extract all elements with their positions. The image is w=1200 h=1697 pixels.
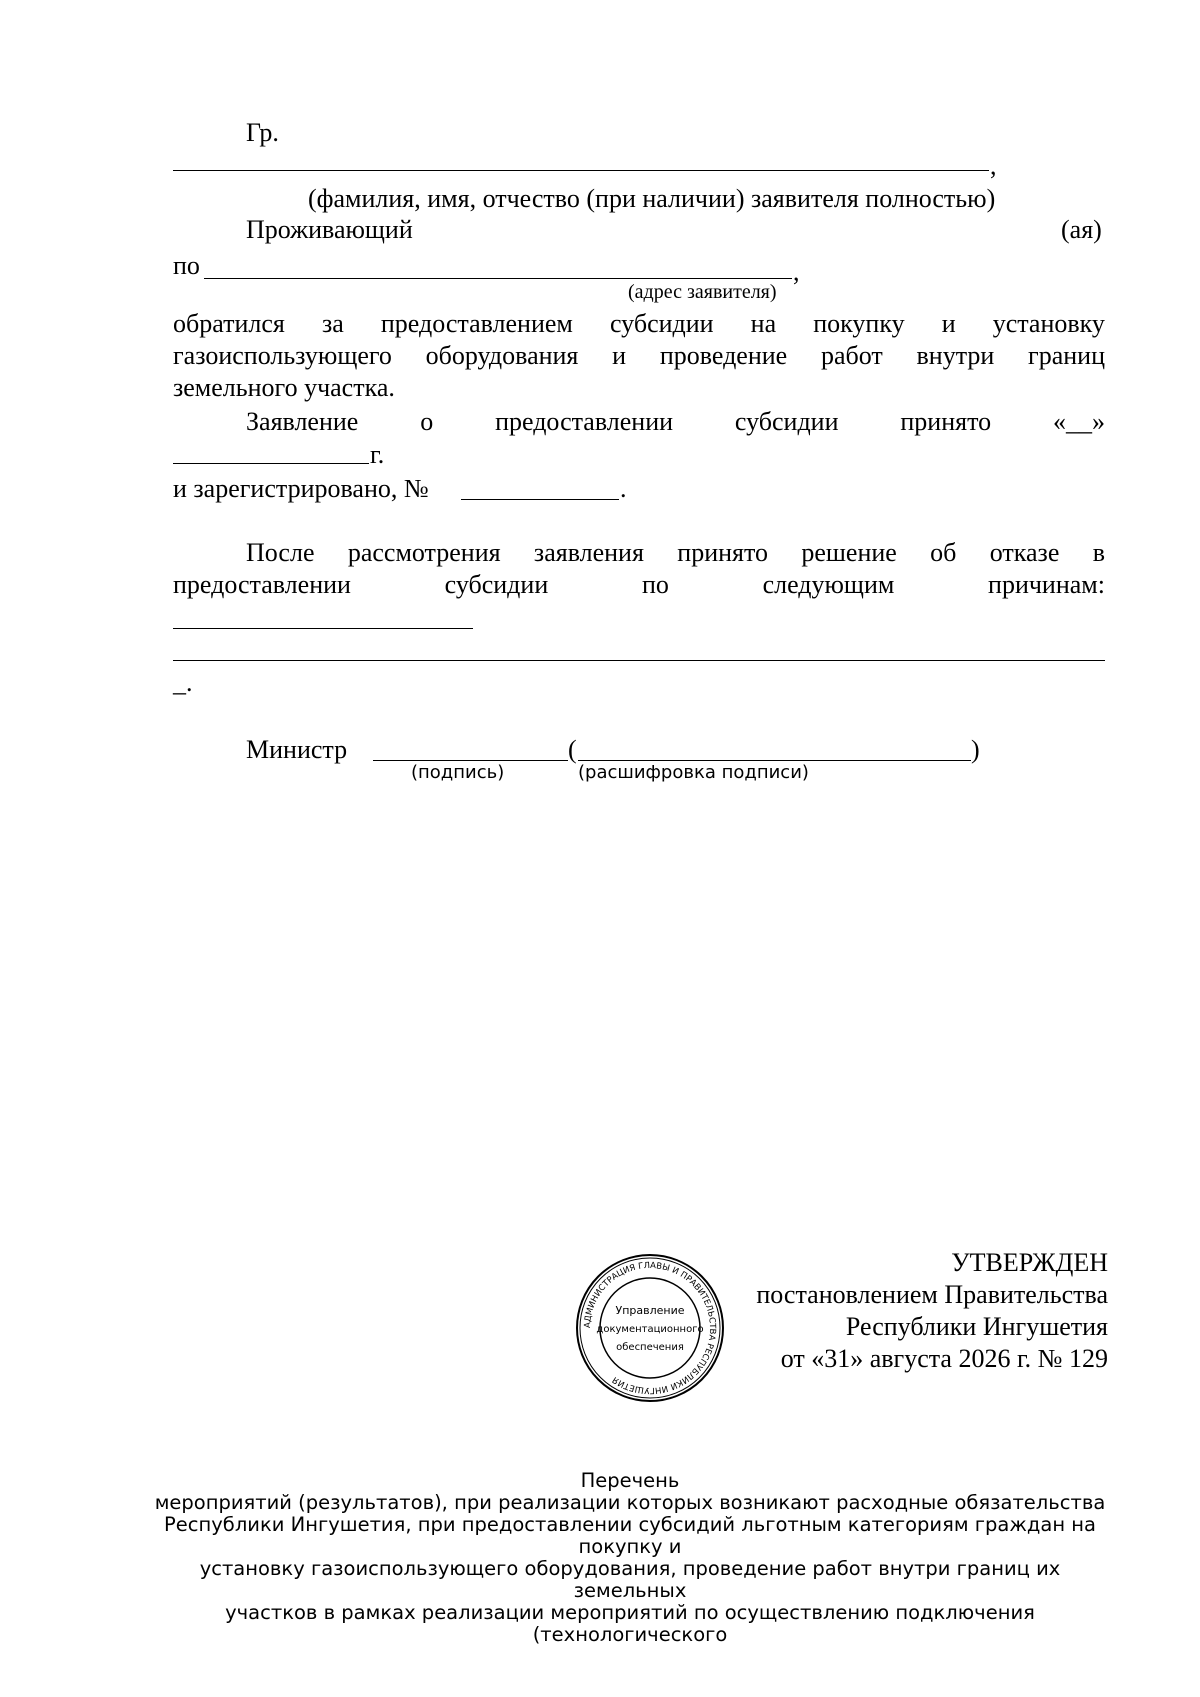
reasons-line-1 bbox=[173, 628, 473, 629]
address-line bbox=[204, 278, 792, 279]
applied-text-line-1: обратился за предоставлением субсидии на покупку и установку bbox=[173, 309, 1105, 338]
approval-block bbox=[756, 1247, 1108, 1375]
residing-label: Проживающий bbox=[246, 215, 413, 244]
signature-caption: (подпись) bbox=[411, 762, 505, 783]
address-caption: (адрес заявителя) bbox=[628, 281, 777, 303]
applicant-name-line bbox=[173, 170, 989, 171]
at-label: по bbox=[173, 251, 200, 280]
residing-suffix: (ая) bbox=[1061, 215, 1102, 244]
accepted-line: Заявление о предоставлении субсидии принято «__» bbox=[246, 407, 1105, 436]
stamp-ring-text: АДМИНИСТРАЦИЯ ГЛАВЫ И ПРАВИТЕЛЬСТВА РЕСПУБЛИКИ ИНГУШЕТИЯ bbox=[582, 1260, 718, 1396]
acceptance-date-line bbox=[173, 463, 369, 464]
registration-number-line bbox=[461, 499, 619, 500]
approval-title: УТВЕРЖДЕН bbox=[951, 1248, 1108, 1277]
list-line-2: Республики Ингушетия, при предоставлении субсидий льготным категориям граждан на покупку и bbox=[164, 1513, 1096, 1558]
signature-line bbox=[373, 760, 568, 761]
reasons-end: _. bbox=[173, 668, 193, 697]
name-line-comma: , bbox=[990, 151, 997, 180]
decision-line-1: После рассмотрения заявления принято решение об отказе в bbox=[246, 538, 1105, 567]
list-line-1: мероприятий (результатов), при реализации которых возникают расходные обязательства bbox=[154, 1491, 1106, 1514]
approval-line-2: Республики Ингушетия bbox=[845, 1312, 1108, 1341]
signature-decoding-line bbox=[578, 760, 971, 761]
list-title: Перечень bbox=[580, 1469, 680, 1492]
minister-label: Министр bbox=[246, 735, 348, 764]
stamp-inner-line-3: обеспечения bbox=[616, 1342, 684, 1353]
approval-line-1: постановлением Правительства bbox=[756, 1280, 1108, 1309]
reasons-line-2 bbox=[173, 660, 1105, 661]
paren-close: ) bbox=[971, 735, 980, 764]
decoding-caption: (расшифровка подписи) bbox=[578, 762, 809, 783]
year-suffix: г. bbox=[370, 440, 385, 469]
paren-open: ( bbox=[568, 735, 577, 764]
registered-text: и зарегистрировано, № bbox=[173, 474, 429, 503]
stamp-inner-line-2: документационного bbox=[596, 1324, 704, 1335]
stamp-inner-line-1: Управление bbox=[615, 1304, 685, 1317]
official-stamp bbox=[574, 1252, 726, 1404]
gr-label: Гр. bbox=[246, 118, 279, 147]
approval-line-3: от «31» августа 2026 г. № 129 bbox=[780, 1344, 1108, 1373]
applied-text-line-2: газоиспользующего оборудования и проведение работ внутри границ bbox=[173, 341, 1105, 370]
address-line-comma: , bbox=[793, 257, 800, 286]
list-heading bbox=[150, 1470, 1110, 1646]
registered-period: . bbox=[620, 474, 627, 503]
decision-line-2: предоставлении субсидии по следующим причинам: bbox=[173, 570, 1105, 599]
list-line-3: установку газоиспользующего оборудования, проведение работ внутри границ их земельных bbox=[199, 1557, 1061, 1602]
name-caption: (фамилия, имя, отчество (при наличии) заявителя полностью) bbox=[308, 184, 996, 213]
applied-text-line-3: земельного участка. bbox=[173, 373, 395, 402]
list-line-4: участков в рамках реализации мероприятий по осуществлению подключения (технологического bbox=[225, 1601, 1035, 1646]
